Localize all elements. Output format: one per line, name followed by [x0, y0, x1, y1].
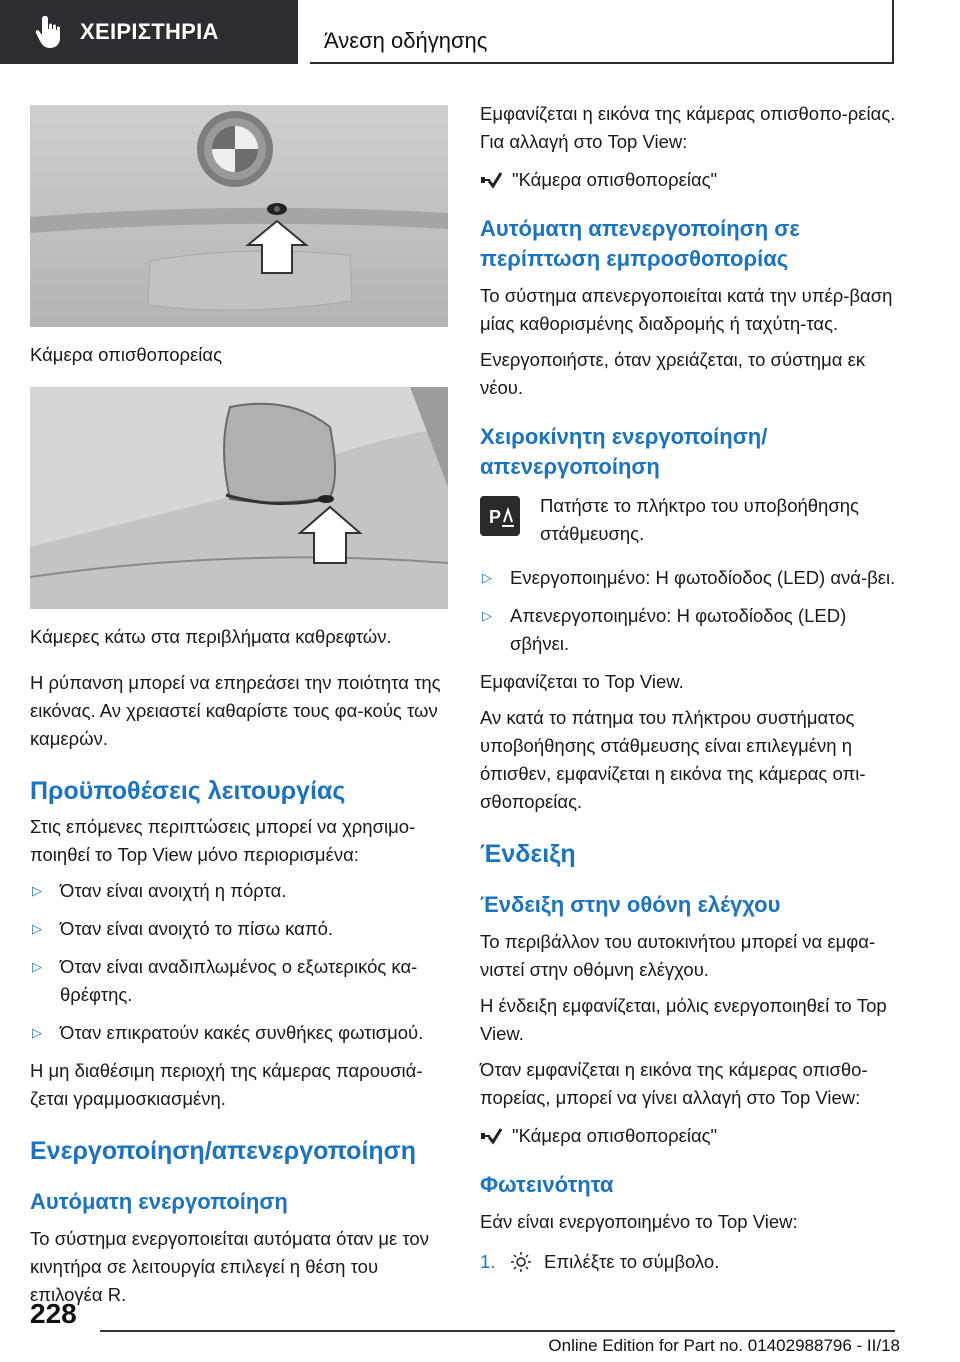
paragraph: Η μη διαθέσιμη περιοχή της κάμερας παρουσιά-ζεται γραμμοσκιασμένη.	[30, 1060, 423, 1109]
bullet-item: ▷ Όταν είναι αναδιπλωμένος ο εξωτερικός κα-θρέφτης.	[30, 953, 450, 1009]
idrive-command: "Κάμερα οπισθοπορείας"	[480, 166, 900, 194]
step-text: Επιλέξτε το σύμβολο.	[544, 1251, 720, 1272]
paragraph: Ενεργοποιήστε, όταν χρειάζεται, το σύστημα εκ νέου.	[480, 349, 866, 398]
heading-activation: Ενεργοποίηση/απενεργοποίηση	[30, 1137, 417, 1165]
paragraph: Όταν εμφανίζεται η εικόνα της κάμερας οπισθο-πορείας, μπορεί να γίνει αλλαγή στο Top View:	[480, 1059, 868, 1108]
paragraph: Εμφανίζεται η εικόνα της κάμερας οπισθοπο-ρείας. Για αλλαγή στο Top View:	[480, 103, 896, 152]
heading-prerequisites: Προϋποθέσεις λειτουργίας	[30, 777, 346, 805]
paragraph: Εάν είναι ενεργοποιημένο το Top View:	[480, 1211, 798, 1232]
caption-mirror-cameras: Κάμερες κάτω στα περιβλήματα καθρεφτών.	[30, 626, 392, 647]
right-column	[480, 100, 900, 1288]
bullet-triangle-icon: ▷	[32, 1025, 42, 1040]
paragraph: Το περιβάλλον του αυτοκινήτου μπορεί να εμφα-νιστεί στην οθόμνη ελέγχου.	[480, 931, 876, 980]
svg-text:P: P	[489, 507, 502, 527]
idrive-command: "Κάμερα οπισθοπορείας"	[480, 1122, 900, 1150]
footer-divider	[100, 1330, 895, 1332]
paragraph: Η ρύπανση μπορεί να επηρεάσει την ποιότητα της εικόνας. Αν χρειαστεί καθαρίστε τους φα-κούς των καμερών.	[30, 672, 441, 749]
paragraph: Εμφανίζεται το Top View.	[480, 671, 684, 692]
camera-cmd-icon	[480, 1125, 502, 1147]
caption-rear-camera: Κάμερα οπισθοπορείας	[30, 344, 222, 365]
heading-display-screen: Ένδειξη στην οθόνη ελέγχου	[480, 892, 781, 917]
bullet-item: ▷ Όταν επικρατούν κακές συνθήκες φωτισμού.	[30, 1019, 450, 1047]
footer-edition: Online Edition for Part no. 01402988796 - II/18	[548, 1336, 900, 1355]
paragraph: Το σύστημα απενεργοποιείται κατά την υπέρ-βαση μίας καθορισμένης διαδρομής ή ταχύτη-τας.	[480, 285, 893, 334]
left-column	[30, 100, 450, 1317]
camera-cmd-icon	[480, 169, 502, 191]
bullet-item: ▷ Απενεργοποιημένο: Η φωτοδίοδος (LED) σβήνει.	[480, 602, 900, 658]
header-section-title: ΧΕΙΡΙΣΤΗΡΙΑ	[80, 19, 219, 44]
bullet-item: ▷ Όταν είναι ανοιχτό το πίσω καπό.	[30, 915, 450, 943]
heading-auto-deactivation: Αυτόματη απενεργοποίηση σε περίπτωση εμπροσθοπορίας	[480, 216, 800, 271]
paragraph: Η ένδειξη εμφανίζεται, μόλις ενεργοποιηθεί το Top View.	[480, 995, 887, 1044]
heading-manual-activation: Χειροκίνητη ενεργοποίηση/ απενεργοποίηση	[480, 424, 768, 479]
header-section-tab	[0, 0, 298, 64]
heading-brightness: Φωτεινότητα	[480, 1172, 614, 1197]
mirror-camera-photo	[30, 387, 448, 609]
pointing-hand-icon	[34, 14, 64, 50]
header-chapter-box	[310, 0, 894, 64]
parking-assist-button-icon	[480, 496, 520, 536]
bullet-triangle-icon: ▷	[482, 608, 492, 623]
step-item	[480, 1248, 900, 1276]
heading-display: Ένδειξη	[480, 840, 576, 868]
parking-button-instruction: P Πατήστε το πλήκτρο του υποβοήθησης στάθμευσης.	[480, 492, 900, 548]
bullet-triangle-icon: ▷	[482, 570, 492, 585]
heading-auto-activation: Αυτόματη ενεργοποίηση	[30, 1189, 288, 1214]
bullet-item: ▷ Όταν είναι ανοιχτή η πόρτα.	[30, 877, 450, 905]
bullet-triangle-icon: ▷	[32, 959, 42, 974]
sun-icon	[510, 1251, 532, 1273]
header-chapter-title: Άνεση οδήγησης	[324, 28, 488, 53]
bullet-triangle-icon: ▷	[32, 883, 42, 898]
bullet-item: ▷ Ενεργοποιημένο: Η φωτοδίοδος (LED) ανά-βει.	[480, 564, 900, 592]
bullet-triangle-icon: ▷	[32, 921, 42, 936]
paragraph: Το σύστημα ενεργοποιείται αυτόματα όταν με τον κινητήρα σε λειτουργία επιλεγεί η θέση του επιλογέα R.	[30, 1228, 429, 1305]
rear-camera-photo	[30, 105, 448, 327]
paragraph: Αν κατά το πάτημα του πλήκτρου συστήματος υποβοήθησης στάθμευσης είναι επιλεγμένη η όπισθεν, εμφανίζεται η εικόνα της κάμερας οπι-σθοπορείας.	[480, 707, 866, 812]
step-number: 1.	[480, 1251, 496, 1272]
paragraph: Στις επόμενες περιπτώσεις μπορεί να χρησιμο-ποιηθεί το Top View μόνο περιορισμένα:	[30, 816, 416, 865]
page-number: 228	[30, 1298, 77, 1329]
